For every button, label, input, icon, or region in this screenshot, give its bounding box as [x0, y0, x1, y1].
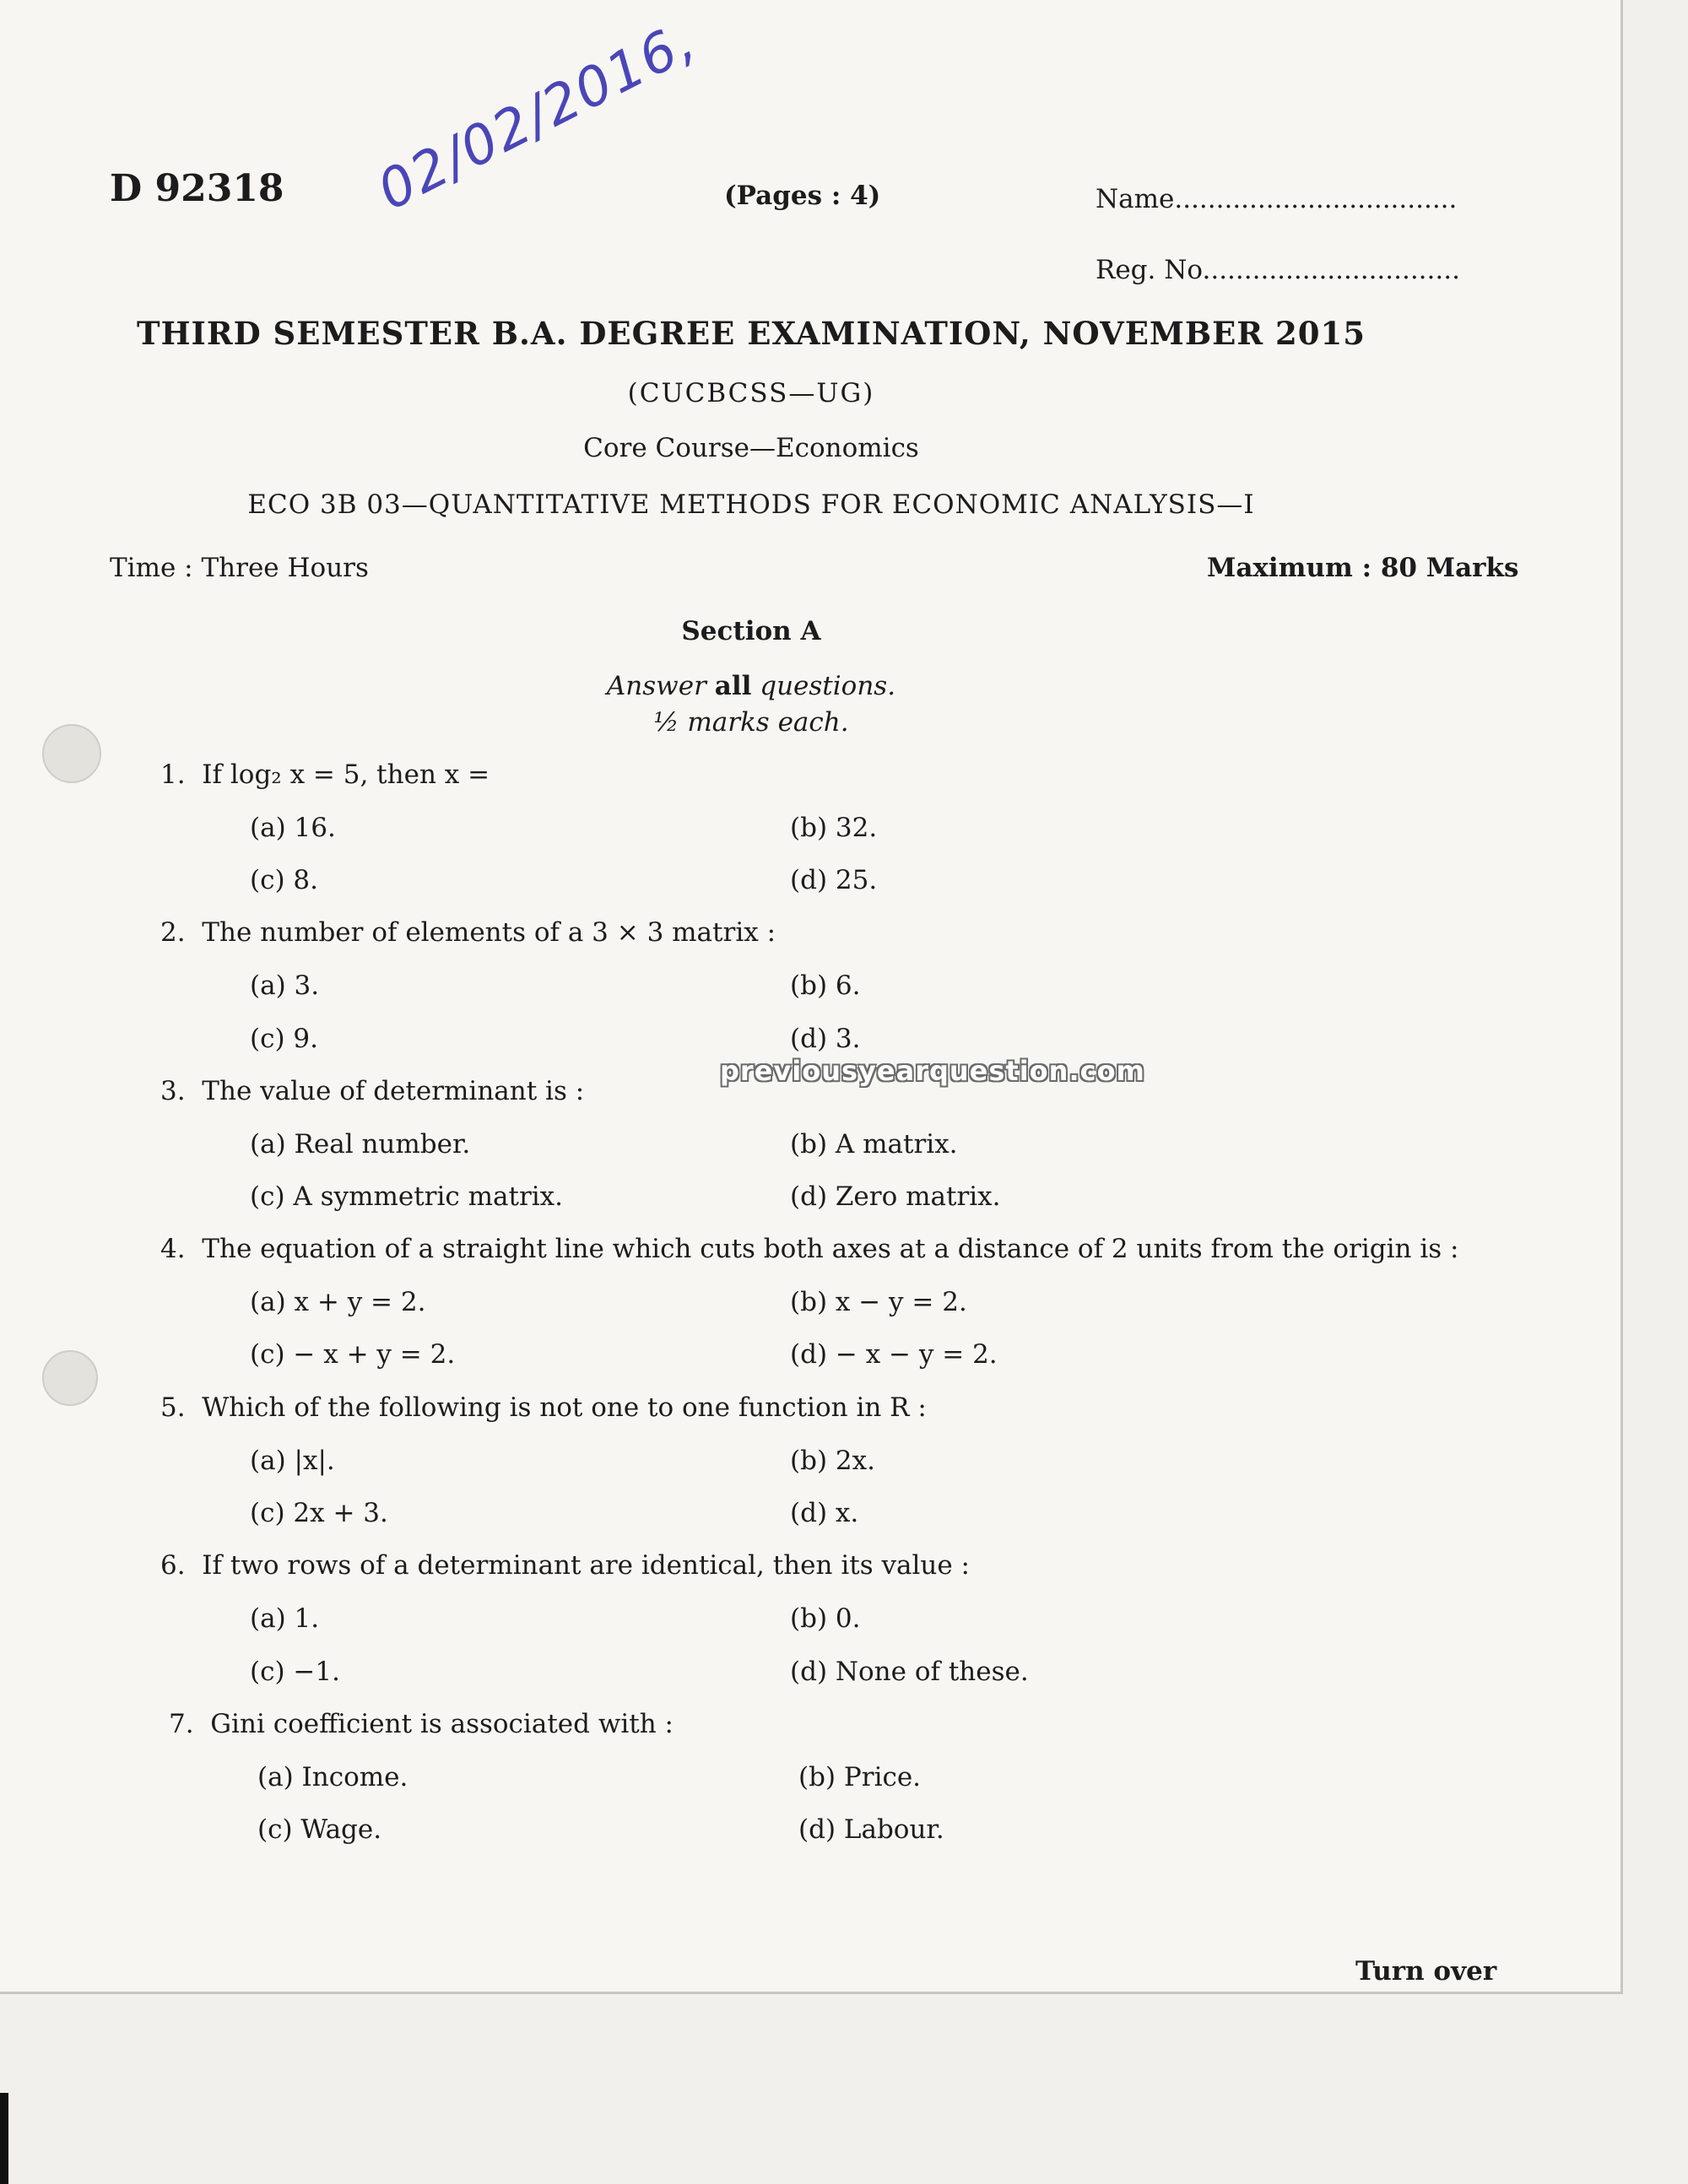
paper-title: ECO 3B 03—QUANTITATIVE METHODS FOR ECONOMIC ANALYSIS—I [247, 489, 1255, 520]
q2-option-a: (a) 3. [250, 970, 320, 1001]
name-field-label: Name.................................. [1096, 184, 1458, 214]
course-name: Core Course—Economics [583, 433, 919, 463]
q2-option-d: (d) 3. [790, 1024, 861, 1054]
q4-option-d: (d) − x − y = 2. [790, 1339, 998, 1370]
q3-option-b: (b) A matrix. [790, 1129, 958, 1160]
q1-option-b: (b) 32. [790, 813, 878, 843]
q7-option-a: (a) Income. [257, 1762, 408, 1792]
q4-option-c: (c) − x + y = 2. [250, 1339, 456, 1370]
question-3: 3. The value of determinant is : [160, 1076, 585, 1106]
q3-option-a: (a) Real number. [250, 1129, 471, 1160]
question-7: 7. Gini coefficient is associated with : [169, 1709, 674, 1739]
q1-option-c: (c) 8. [250, 865, 318, 895]
question-2: 2. The number of elements of a 3 × 3 matrix : [160, 917, 776, 948]
q5-option-a: (a) |x|. [250, 1446, 335, 1476]
handwritten-date: 02/02/2016, [368, 9, 706, 223]
paper-code: D 92318 [110, 167, 284, 210]
q2-option-b: (b) 6. [790, 970, 861, 1001]
exam-title: THIRD SEMESTER B.A. DEGREE EXAMINATION, NOVEMBER 2015 [137, 315, 1366, 352]
q4-option-b: (b) x − y = 2. [790, 1287, 967, 1317]
q2-option-c: (c) 9. [250, 1024, 318, 1054]
q6-option-a: (a) 1. [250, 1603, 320, 1634]
section-instruction: Answer all questions. [606, 671, 896, 701]
pages-count: (Pages : 4) [724, 181, 881, 211]
question-1: 1. If log₂ x = 5, then x = [160, 760, 490, 790]
q7-option-d: (d) Labour. [798, 1814, 944, 1845]
q6-option-b: (b) 0. [790, 1603, 861, 1634]
punch-hole-bottom [42, 1350, 98, 1406]
watermark-logo: previousyearquestion.com [720, 1055, 1145, 1087]
maximum-marks: Maximum : 80 Marks [1207, 553, 1519, 583]
q6-option-c: (c) −1. [250, 1657, 340, 1687]
question-6: 6. If two rows of a determinant are identical, then its value : [160, 1550, 970, 1581]
punch-hole-top [42, 724, 101, 783]
question-4: 4. The equation of a straight line which cuts both axes at a distance of 2 units from the origin is : [160, 1234, 1459, 1264]
q1-option-d: (d) 25. [790, 865, 878, 895]
question-5: 5. Which of the following is not one to one function in R : [160, 1392, 927, 1423]
q3-option-d: (d) Zero matrix. [790, 1181, 1001, 1212]
q3-option-c: (c) A symmetric matrix. [250, 1181, 564, 1212]
q5-option-d: (d) x. [790, 1498, 859, 1528]
q5-option-c: (c) 2x + 3. [250, 1498, 388, 1528]
reg-no-field-label: Reg. No............................... [1096, 255, 1460, 285]
q4-option-a: (a) x + y = 2. [250, 1287, 426, 1317]
turn-over-note: Turn over [1355, 1956, 1497, 1987]
marks-per-question: ½ marks each. [653, 707, 849, 738]
section-title: Section A [681, 616, 821, 646]
scan-edge-shadow [0, 2093, 8, 2184]
exam-scheme: (CUCBCSS—UG) [627, 378, 875, 408]
q5-option-b: (b) 2x. [790, 1446, 875, 1476]
q1-option-a: (a) 16. [250, 813, 336, 843]
exam-duration: Time : Three Hours [110, 553, 369, 583]
q6-option-d: (d) None of these. [790, 1657, 1029, 1687]
q7-option-b: (b) Price. [798, 1762, 922, 1792]
q7-option-c: (c) Wage. [257, 1814, 382, 1845]
